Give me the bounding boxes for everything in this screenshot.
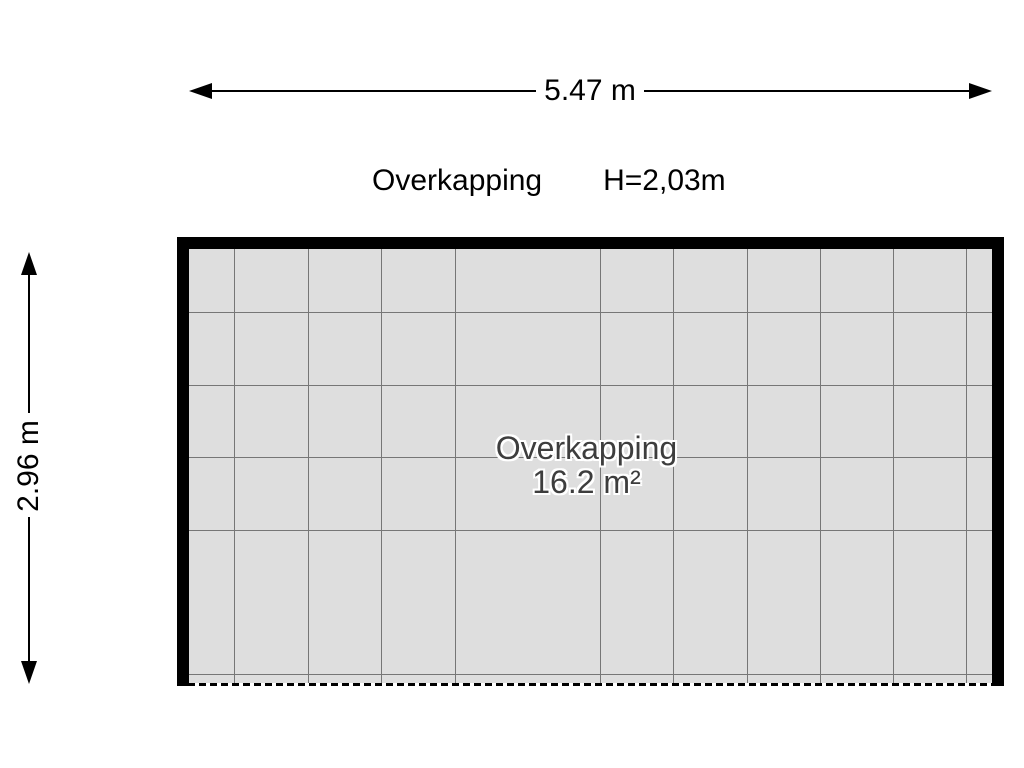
- arrow-up-icon: [21, 252, 37, 275]
- width-dimension-label: 5.47 m: [544, 74, 636, 107]
- arrow-left-icon: [189, 83, 212, 99]
- width-dimension-line-left: [210, 90, 536, 92]
- floor-grid-line-horizontal: [189, 674, 992, 675]
- title-room-name: Overkapping: [372, 164, 543, 197]
- plan-title: [372, 164, 726, 198]
- wall-top: [177, 237, 1004, 249]
- arrow-right-icon: [969, 83, 992, 99]
- height-dimension-label: 2.96 m: [12, 420, 45, 512]
- room-label: [177, 431, 996, 499]
- height-dimension-line-bottom: [28, 517, 30, 663]
- floor-grid-line-horizontal: [189, 312, 992, 313]
- floor-grid-line-horizontal: [189, 385, 992, 386]
- room-label-area: 16.2 m²: [532, 464, 641, 500]
- open-side-dashed-line: [177, 683, 1004, 686]
- title-ceiling-height: H=2,03m: [603, 164, 726, 197]
- arrow-down-icon: [21, 661, 37, 684]
- room-overkapping: [177, 237, 1004, 686]
- floor-grid-line-horizontal: [189, 530, 992, 531]
- room-label-name: Overkapping: [495, 430, 678, 466]
- width-dimension-line-right: [644, 90, 970, 92]
